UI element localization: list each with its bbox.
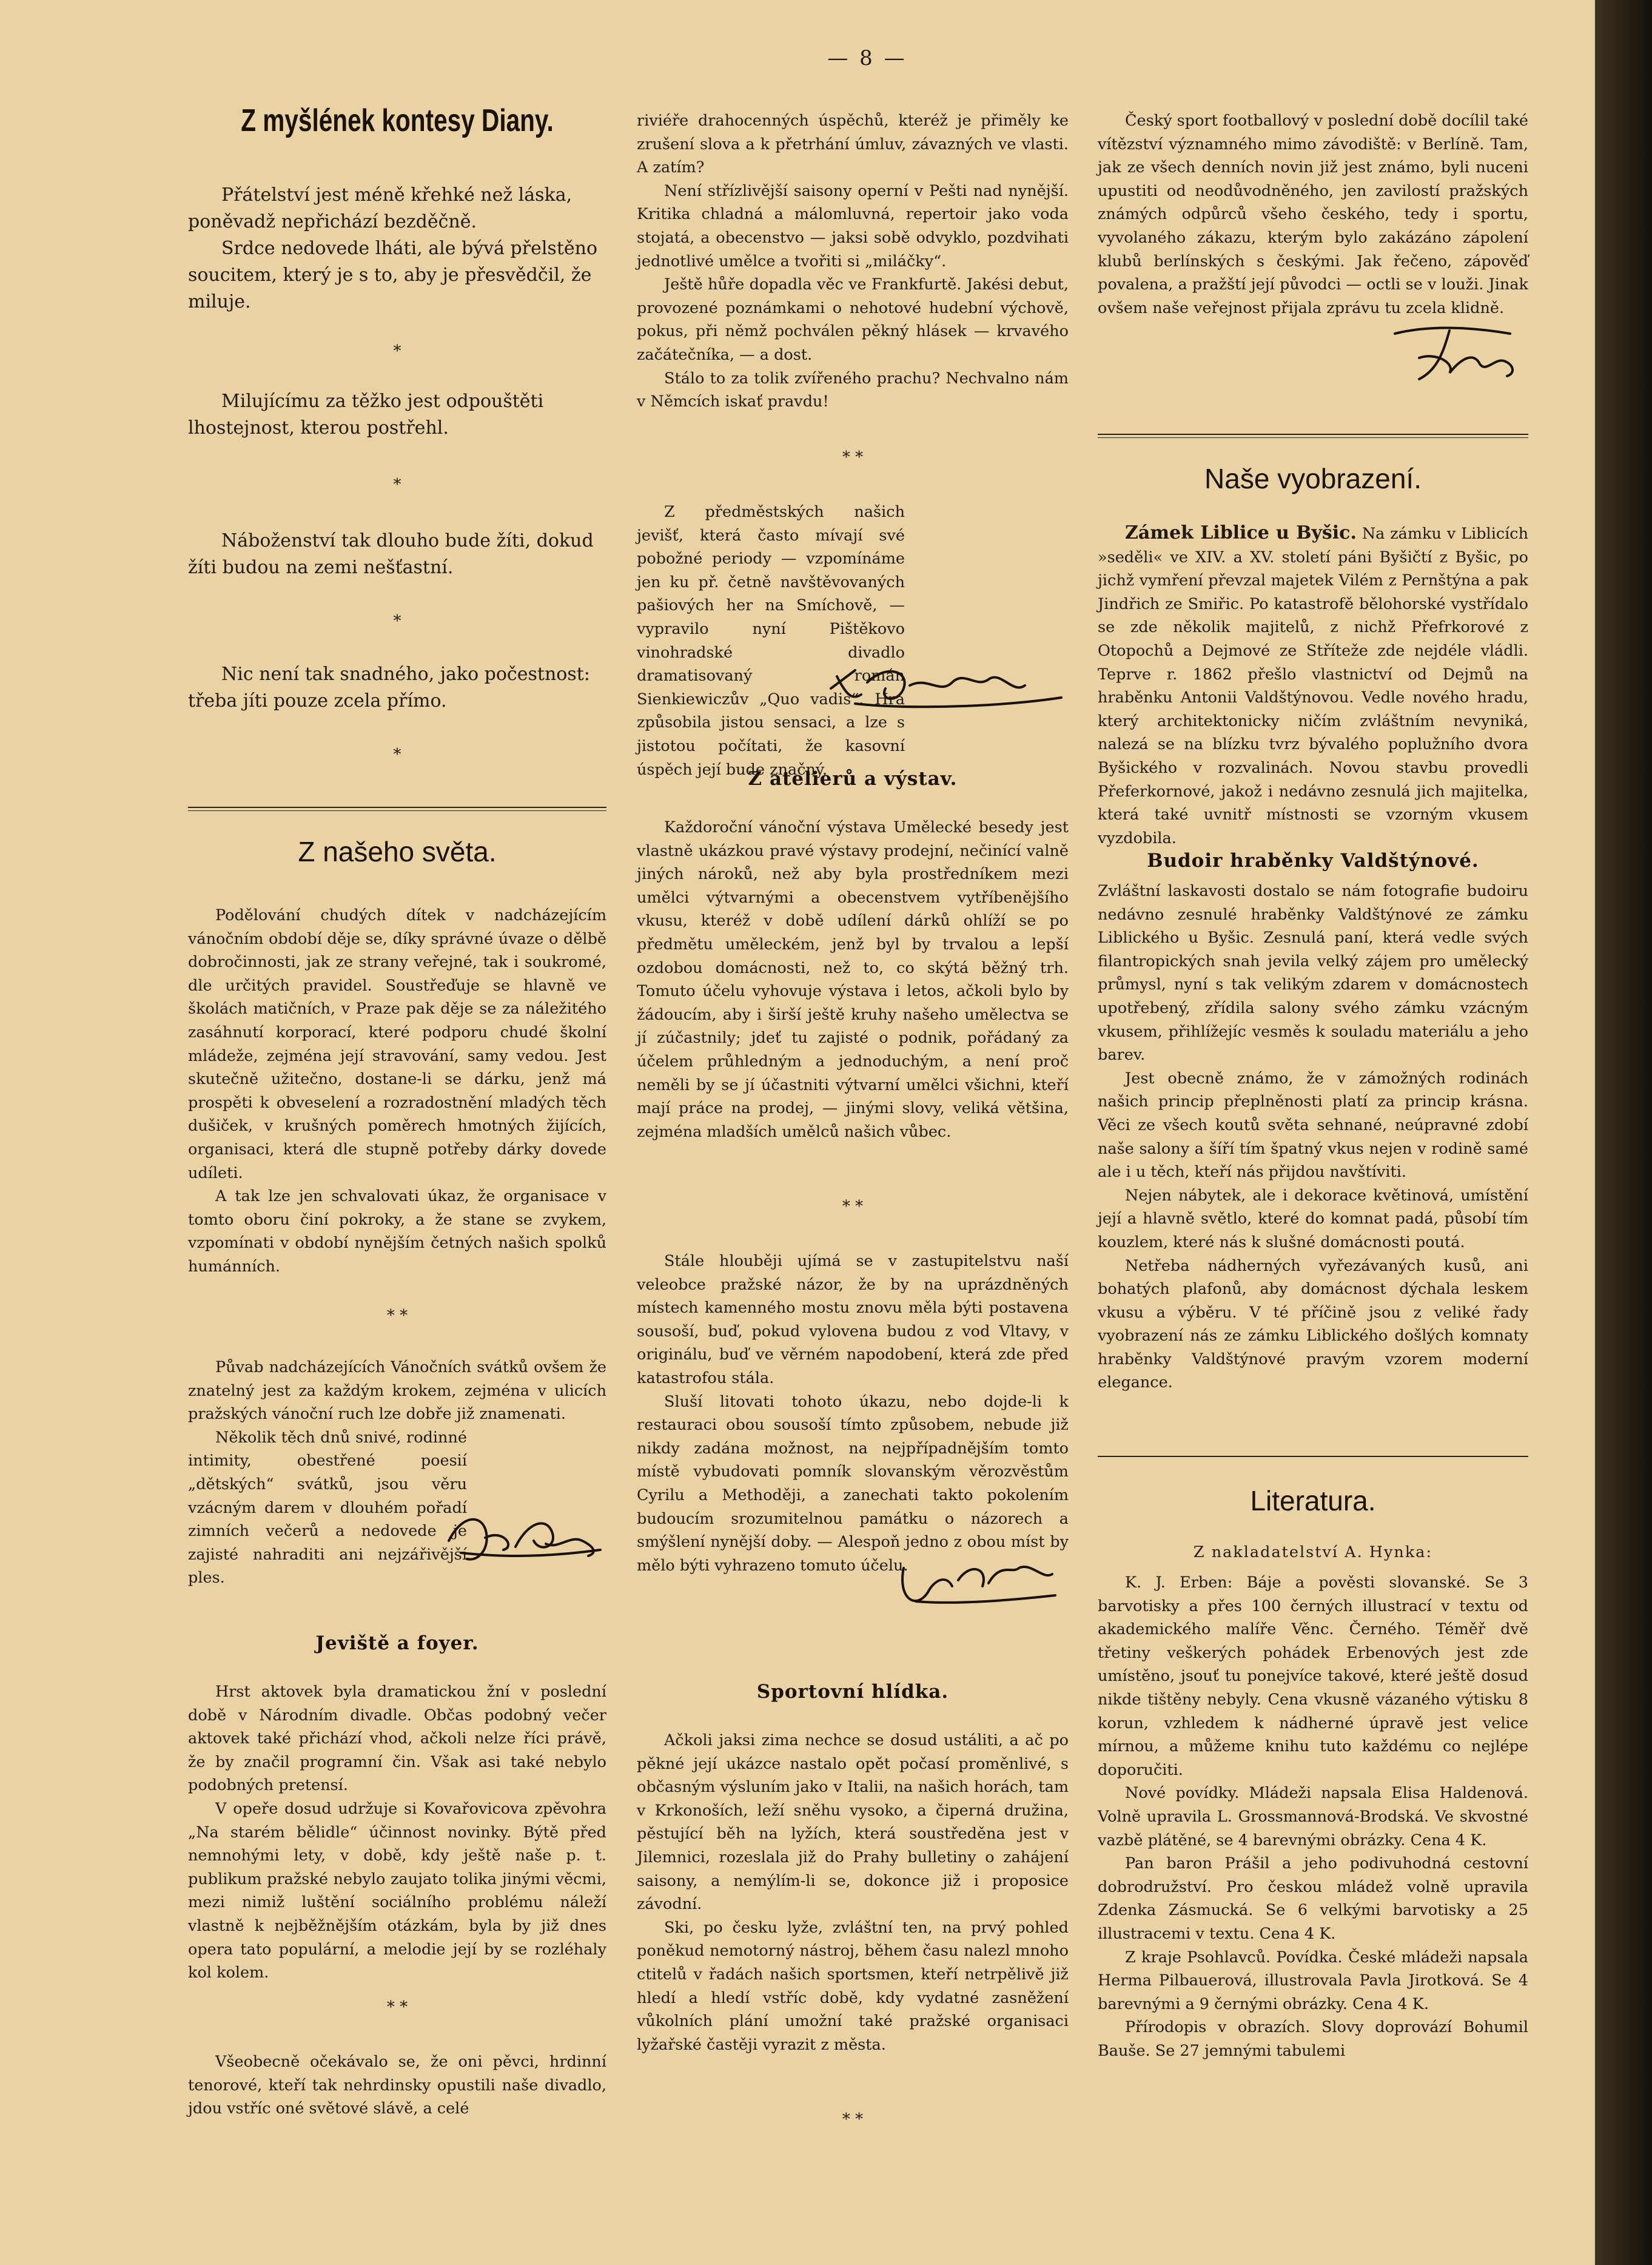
column-3 [1098,0,1528,2265]
literature-entry: Přírodopis v obrazích. Slovy doprovází Bohumil Bauše. Se 27 jemnými tabulemi [1098,2018,1528,2060]
literature-entry: Pan baron Prášil a jeho podivuhodná cestovní dobrodružství. Pro českou mládež volně upravila Zdenka Zásmucká. Se 6 velkými barvotisky a 25 illustracemi v textu. Cena 4 K. [1098,1854,1528,1943]
separator-stars: * * [386,1998,408,2016]
aphorism: Nic není tak snadného, jako počestnost: třeba jíti pouze zcela přímo. [188,664,590,712]
aphorism: Milujícímu za těžko jest odpouštěti lhostejnost, kterou postřehl. [188,391,544,439]
paragraph: Z předměstských našich jevišť, která často mívají své pobožné periody — vzpomínáme jen ku př. četně navštěvovaných pašiových her na Smíchově, — vypravilo nyní Pištěkovo vinohradské divadlo dramatisovaný román Sienkiewiczův „Quo vadis“. Hra způsobila jistou sensaci, a lze s jistotou počítati, že kasovní úspěch její bude značný. [637,503,905,779]
article-football [1098,109,1528,320]
page-number: — 8 — [827,46,907,70]
article-opera-abroad [637,109,1069,414]
column-2 [637,0,1069,2265]
literature-entry: Nové povídky. Mládeži napsala Elisa Haldenová. Volně upravila L. Grossmannová-Brodská. Ve skvostné vazbě plátěné, se 4 barevnými obrázky. Cena 4 K. [1098,1784,1528,1849]
page-binding-edge [1595,0,1652,2265]
separator-star: * [393,612,401,630]
aphorism: Srdce nedovede lháti, ale bývá přelstěno soucitem, který je s to, aby je přesvědčil, že miluje. [188,238,598,312]
literature-entry: K. J. Erben: Báje a pověsti slovanské. Se 3 barvotisky a přes 100 černých illustrací v textu od akademického malíře Věnc. Černého. Téměř dvě třetiny veškerých pohádek Erbenových jest zde umístěno, jsouť tu ponejvíce takové, které ještě dosud nikde tištěny nebyly. Cena vkusně vázaného výtisku 8 korun, vzhledem k nádherné úpravě jest velice mírnou, a můžeme knihu tuto každému co nejlépe doporučiti. [1098,1573,1528,1779]
paragraph: Ski, po česku lyže, zvláštní ten, na prvý pohled poněkud nemotorný nástroj, během času nalezl mnoho ctitelů v řadách našich sportsmen, kteří netrpělivě již hledí a hledí vstříc době, kdy vydatné zasněžení vůkolních plání umožní také pražské organisaci lyžařské častěji vyrazit z města. [637,1918,1069,2054]
paragraph: Všeobecně očekávalo se, že oni pěvci, hrdinní tenorové, kteří tak nehrdinsky opustili naše divadlo, jdou vstříc oné světové slávě, a celé [188,2053,606,2118]
section-title-literature: Literatura. [1250,1485,1376,1516]
article-exhibition [637,816,1069,1143]
paragraph: Několik těch dnů snivé, rodinné intimity, obestřené poesií „dětských“ svátků, jsou věru vzácným darem v dlouhém pořadí zimních večerů a nedovede je zajisté nahraditi ani nejzářivější ples. [188,1428,467,1587]
paragraph: Zvláštní laskavosti dostalo se nám fotografie budoiru nedávno zesnulé hraběnky Valdštýnové ze zámku Liblického u Byšic. Zesnulá paní, která vedle svých filantropických snah jevila velký zájem pro umělecký průmysl, nyní s tak velikým zdarem v domácnostech upotřebený, zřídila salony svého zámku vzácným vkusem, přihlížejíc vesměs k souladu materiálu a jeho barev. [1098,882,1528,1065]
subtitle-sport-watch: Sportovní hlídka. [756,1681,949,1703]
subtitle-boudoir: Budoir hraběnky Valdštýnové. [1147,850,1479,872]
paragraph: Český sport footballový v poslední době docílil také vítězství významného mimo závodiště: v Berlíně. Tam, jak ze všech denních novin již jest známo, byli nuceni upustiti od neodůvodněného, jen zavilostí pražských známých odpůrců všeho českého, tedy i sportu, vyvolaného zákazu, kterým bylo zakázáno zápolení klubů berlínských s českými. Jak řečeno, zápověď povalena, a pražští její původci — octli se v louži. Jinak ovšem naše veřejnost přijala zprávu tu zcela klidně. [1098,112,1528,317]
literature-entry: Z kraje Psohlavců. Povídka. České mládeži napsala Herma Pilbauerová, illustrovala Pavla Jirotková. Se 4 barevnými a 9 černými obrázky. Cena 4 K. [1098,1948,1528,2013]
section-rule [1098,1456,1528,1457]
column-1 [188,0,606,2265]
article-liblice-castle [1098,522,1528,850]
paragraph: Sluší litovati tohoto úkazu, nebo dojde-li k restauraci obou sousoší tímto způsobem, nebude již nikdy zadána možnost, na nejpřípadnějším tomto místě vybudovati pomník slovanským věrozvěstům Cyrilu a Methoději, a zanechati takto pokolením budoucím srozumitelnou památku o názorech a smýšlení nynější doby. — Alespoň jedno z obou míst by mělo býti vyhrazeno tomuto účelu. [637,1392,1069,1575]
paragraph: Jest obecně známo, že v zámožných rodinách našich princip přeplněnosti platí za princip krásna. Věci ze všech koutů světa sehnané, neúpravné zdobí naše salony a šíří tím špatný vkus nejen v rodině samé ale i u těch, kteří nás přijdou navštíviti. [1098,1069,1528,1182]
section-rule [188,807,606,811]
title-countess-diana: Z myšlének kontesy Diany. [241,103,554,138]
aphorism-block-3 [188,528,606,581]
article-theatre [188,1680,606,1985]
aphorism-block-1 [188,182,606,315]
article-tenors [188,2050,606,2121]
aphorism-block-2 [188,388,606,442]
separator-star: * [393,745,401,764]
subtitle-studios-exhibitions: Z atelierů a výstav. [748,768,958,790]
paragraph: Každoroční vánoční výstava Umělecké besedy jest vlastně ukázkou pravé výstavy prodejní, nečinící valně jiných nároků, než aby byla prostředníkem mezi umělci výtvarnými a obecenstvem vytříbenějšího vkusu, kteréž v době udílení dárků ohlíží se po předmětu uměleckém, jenž byl by trvalou a lepší ozdobou domácnosti, než to, co skýtá běžný trh. Tomuto účelu vyhovuje výstava i letos, ačkoli bylo by žádoucím, aby i širší ještě kruhy našeho umělectva se jí zúčastnily; jdeť tu zajisté o podnik, pořádaný za účelem průhledným a jednoduchým, a není proč neměli by se jí účastniti výtvarní umělci všichni, kteří mají práce na prodej, — jinými slovy, veliká většina, zejména mladších umělců našich vůbec. [637,818,1069,1141]
literature-list [1098,1571,1528,2062]
paragraph: A tak lze jen schvalovati úkaz, že organisace v tomto oboru činí pokroky, a že stane se zvykem, vzpomínati v období nynějším četných našich spolků humánních. [188,1187,606,1276]
paragraph: Půvab nadcházejících Vánočních svátků ovšem že znatelný jest za každým krokem, zejména v ulicích pražských vánoční ruch lze dobře již znamenati. [188,1358,606,1424]
paragraph: Stálo to za tolik zvířeného prachu? Nechvalno nám v Němcích iskať pravdu! [637,369,1069,411]
separator-stars: * * [842,448,864,466]
publisher-line: Z nakladatelství A. Hynka: [1193,1543,1433,1561]
section-title-our-pictures: Naše vyobrazení. [1204,463,1422,494]
paragraph: Ačkoli jaksi zima nechce se dosud ustáliti, a ač po pěkné její ukázce nastalo opět počasí proměnlivé, s občasným výsluním jako v Italii, na našich horách, tam v Krkonoších, leží sněhu vysoko, a čiperná družina, pěstující běh na lyžích, která soustředěna jest v Jilemnici, rozeslala již do Prahy bulletiny o zahájení saisony, a nemýlím-li se, dokonce již i proposice závodní. [637,1731,1069,1914]
paragraph: Stále hlouběji ujímá se v zastupitelstvu naší veleobce pražské názor, že by na uprázdněných místech kamenného mostu znovu měla býti postavena sousoší, buď, pokud vylovena budou z vod Vltavy, v originálu, buď ve věrném napodobení, která zde před katastrofou stála. [637,1252,1069,1387]
aphorism: Náboženství tak dlouho bude žíti, dokud žíti budou na zemi nešťastní. [188,530,594,578]
signature-image [819,652,1073,719]
article-boudoir [1098,880,1528,1395]
separator-star: * [393,342,401,360]
subtitle-theatre-foyer: Jeviště a foyer. [315,1632,479,1654]
signature-image [891,1544,1061,1623]
paragraph: Není střízlivější saisony operní v Pešti nad nynější. Kritika chladná a málomluvná, repertoir jako voda stojatá, a obecenstvo — jaksi sobě odvyklo, pozdvihati jednotlivé umělce a tvořiti si „miláčky“. [637,181,1069,271]
paragraph: Na zámku v Liblicích »seděli« ve XIV. a XV. století páni Byšičtí z Byšic, po jichž vymření převzal majetek Vilém z Pernštýna a pak Jindřich ze Smiřic. Po katastrofě bělohorské vystřídalo se zde několik majitelů, z nichž Přefrkorové z Otopochů a Dejmové ze Stříteže zde nejdéle vládli. Teprve r. 1862 přešlo vlastnictví od Dejmů na hraběnku Antonii Valdštýnovou. Vedle nového hradu, který architektonicky ničím zvláštním nevyniká, nalezá se na blízku tvrz bývalého poplužního dvora Byšického v rozvalinách. Novou stavbu provedli Přeferkornové, jakož i nedávno zesnulá jich majitelka, která také uvnitř místnosti se vzorným vkusem vyzdobila. [1098,525,1529,847]
aphorism: Přátelství jest méně křehké než láska, poněvadž nepřichází bezděčně. [188,184,572,232]
paragraph: Hrst aktovek byla dramatickou žní v poslední době v Národním divadle. Občas podobný večer aktovek také přichází vhod, ačkoli nelze říci právě, že by značil programní čin. Však asi také nebylo podobných pretensí. [188,1683,606,1795]
paragraph: V opeře dosud udržuje si Kovařovicova zpěvohra „Na starém bělidle“ účinnost novinky. Býtě před nemnohými lety, v době, kdy ještě naše p. t. publikum pražské nebylo zaujato tolika jinými věcmi, mezi nimiž luštění sociálního problému náleží vlastně k nejběžnějším otázkám, byla by již dnes opera tato populární, a melodie její by se rozléhaly kol kolem. [188,1799,606,1982]
separator-stars: * * [842,2110,864,2129]
signature-image [443,1504,606,1571]
separator-stars: * * [386,1307,408,1325]
signature-image [1383,315,1522,388]
paragraph: Ještě hůře dopadla věc ve Frankfurtě. Jakési debut, provozené poznámkami o nehotové hudební výchově, pokus, při němž pochválen pěkný hlásek — krvavého začátečníka, — a dost. [637,275,1069,364]
paragraph: Podělování chudých dítek v nadcházejícím vánočním období děje se, díky správné úvaze o dělbě dobročinnosti, jak ze strany veřejné, tak i soukromé, dle určitých pravidel. Soustřeďuje se hlavně ve školách matičních, v Praze pak děje se za náležitého zasáhnutí korporací, které podporu chudé školní mládeže, zejména její stravování, samy vedou. Jest skutečně užitečno, dostane-li se dárku, jenž má prospěti k obveselení a rozradostnění mladých těch dušiček, v krušných poměrech hmotných žijících, organisaci, která dle stupně potřeby dárky dovede udíleti. [188,906,606,1182]
article-lead: Zámek Liblice u Byšic. [1125,522,1357,544]
article-charles-bridge [637,1250,1069,1577]
paragraph: riviéře drahocenných úspěchů, kteréž je přiměly ke zrušení slova a k přetrhání úmluv, závazných ve vlasti. A zatím? [637,112,1069,177]
article-charity [188,904,606,1279]
aphorism-block-4 [188,661,606,715]
section-title-our-world: Z našeho světa. [298,836,497,867]
article-skiing [637,1729,1069,2056]
article-quo-vadis [637,500,1069,781]
section-rule [1098,434,1528,438]
separator-star: * [393,476,401,494]
paragraph: Netřeba nádherných vyřezávaných kusů, ani bohatých plafonů, aby domácnost dýchala leskem vkusu a výběru. V té příčině jsou z veliké řady vyobrazení nás ze zámku Liblického došlých komnaty hraběnky Valdštýnové pravým vzorem moderní elegance. [1098,1256,1528,1392]
separator-stars: * * [842,1197,864,1216]
paragraph: Nejen nábytek, ale i dekorace květinová, umístění její a hlavně světlo, které do komnat padá, působí tím kouzlem, které nás k slušné domácnosti poutá. [1098,1186,1528,1251]
